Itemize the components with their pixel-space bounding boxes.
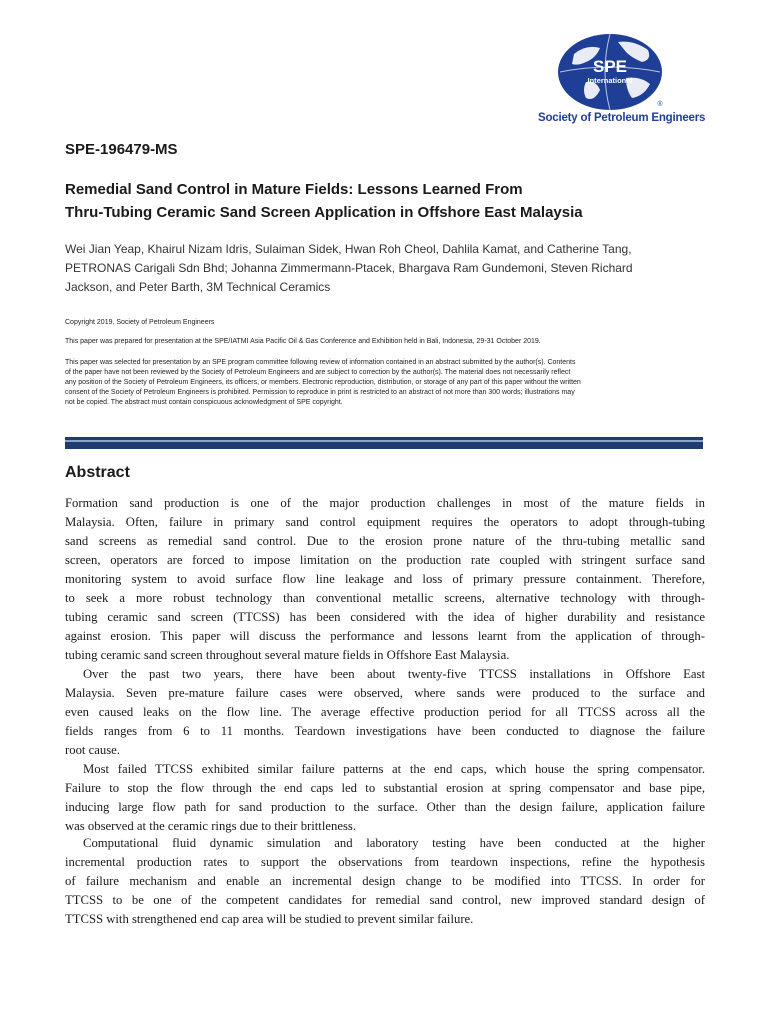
selection-note: [65, 358, 710, 408]
text-line: monitoring system to avoid surface flow line leakage and loss of primary pressure containment. Therefore,: [65, 572, 705, 586]
note-line: not be copied. The abstract must contain conspicuous acknowledgment of SPE copyright.: [65, 399, 343, 406]
copyright: Copyright 2019, Society of Petroleum Engineers: [65, 319, 215, 326]
author-line: PETRONAS Carigali Sdn Bhd; Johanna Zimmermann-Ptacek, Bhargava Ram Gundemoni, Steven Richard: [65, 261, 633, 275]
text-line: root cause.: [65, 743, 120, 757]
text-line: tubing ceramic sand screen throughout several mature fields in Offshore East Malaysia.: [65, 648, 510, 662]
paper-id: SPE-196479-MS: [65, 141, 178, 158]
text-line: sand screens as remedial sand control. Due to the erosion prone nature of the thru-tubing metallic sand: [65, 534, 705, 548]
note-line: consent of the Society of Petroleum Engineers is prohibited. Permission to reproduce in print is restricted to an abstract of not more than 300 words; illustrations may: [65, 389, 575, 396]
text-line: Over the past two years, there have been about twenty-five TTCSS installations in Offshore East: [83, 667, 705, 681]
abstract-paragraph: [65, 834, 705, 929]
text-line: Failure to stop the flow through the end caps led to substantial erosion at spring compensator and base pipe,: [65, 781, 705, 795]
text-line: even caused leaks on the flow line. The average effective production period for all TTCSS across all the: [65, 705, 705, 719]
title-line: Thru-Tubing Ceramic Sand Screen Application in Offshore East Malaysia: [65, 204, 583, 221]
abstract-paragraph: [65, 760, 705, 836]
note-line: any position of the Society of Petroleum Engineers, its officers, or members. Electronic reproduction, distribution, or storage of any part of this paper without the written: [65, 379, 581, 386]
abstract-paragraph: [65, 665, 705, 760]
paper-title: [65, 178, 705, 224]
author-line: Wei Jian Yeap, Khairul Nizam Idris, Sulaiman Sidek, Hwan Roh Cheol, Dahlila Kamat, and Catherine Tang,: [65, 242, 632, 256]
abstract-heading: Abstract: [65, 464, 130, 481]
text-line: tubing ceramic sand screen (TTCSS) has been considered with the idea of higher durability and resistance: [65, 610, 705, 624]
text-line: incremental production rates to support the observations from teardown inspections, refine the hypothesis: [65, 855, 705, 869]
section-divider: [65, 437, 703, 449]
abstract-paragraph: [65, 494, 705, 665]
text-line: Formation sand production is one of the major production challenges in most of the mature fields in: [65, 496, 705, 510]
text-line: Malaysia. Often, failure in primary sand control equipment requires the operators to adopt through-tubing: [65, 515, 705, 529]
note-line: of the paper have not been reviewed by the Society of Petroleum Engineers and are subject to correction by the author(s). The material does not necessarily reflect: [65, 369, 571, 376]
logo-mark: SPE: [592, 57, 628, 76]
text-line: against erosion. This paper will discuss the performance and lessons learnt from the application of through-: [65, 629, 705, 643]
logo-name: Society of Petroleum Engineers: [538, 112, 706, 124]
globe-icon: [556, 32, 664, 112]
text-line: Malaysia. Seven pre-mature failure cases were observed, where sands were produced to the surface and: [65, 686, 705, 700]
title-line: Remedial Sand Control in Mature Fields: Lessons Learned From: [65, 181, 523, 198]
text-line: Computational fluid dynamic simulation and laboratory testing have been conducted at the higher: [83, 836, 705, 850]
author-line: Jackson, and Peter Barth, 3M Technical Ceramics: [65, 280, 331, 294]
prepared-note: This paper was prepared for presentation at the SPE/IATMI Asia Pacific Oil & Gas Conference and Exhibition held in Bali, Indonesia, 29-31 October 2019.: [65, 338, 541, 345]
text-line: TTCSS with strengthened end cap area will be studied to prevent similar failure.: [65, 912, 474, 926]
logo-sub: International: [587, 76, 633, 85]
text-line: to seek a more robust technology than conventional metallic screens, alternative technology with through-: [65, 591, 705, 605]
text-line: screen, operators are forced to impose limitation on the production rate coupled with stringent surface sand: [65, 553, 705, 567]
text-line: fields ranges from 6 to 11 months. Teardown investigations have been conducted to diagnose the failure: [65, 724, 705, 738]
text-line: Most failed TTCSS exhibited similar failure patterns at the end caps, which house the spring compensator.: [83, 762, 705, 776]
text-line: was observed at the ceramic rings due to their brittleness.: [65, 819, 357, 833]
text-line: of failure mechanism and enable an incremental design change to be modified into TTCSS. In order for: [65, 874, 705, 888]
registered-mark: ®: [657, 101, 663, 108]
note-line: This paper was selected for presentation by an SPE program committee following review of information contained in an abstract submitted by the author(s). Contents: [65, 359, 576, 366]
spe-logo: [538, 32, 708, 128]
authors: [65, 240, 705, 297]
text-line: inducing large flow path for sand production to the surface. Other than the design failure, application failure: [65, 800, 705, 814]
text-line: TTCSS to be one of the competent candidates for remedial sand control, new improved standard design of: [65, 893, 705, 907]
